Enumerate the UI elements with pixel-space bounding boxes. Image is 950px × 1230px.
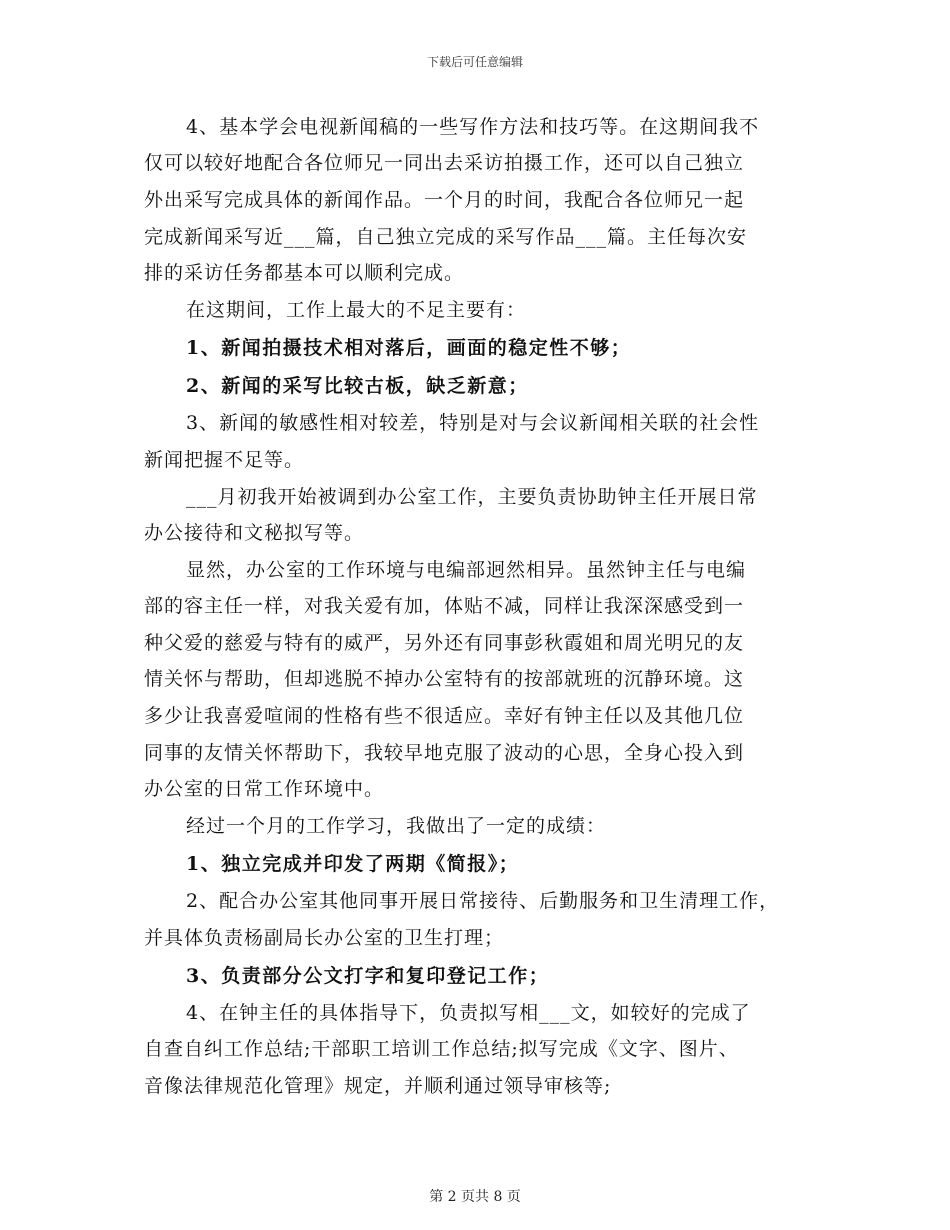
text-line: 多少让我喜爱喧闹的性格有些不很适应。幸好有钟主任以及其他几位 (144, 705, 745, 727)
text-line: 办公接待和文秘拟写等。 (144, 522, 365, 544)
text-line: 部的容主任一样，对我关爱有加，体贴不减，同样让我深深感受到一 (144, 595, 745, 617)
text-line-bold: 3、负责部分公文打字和复印登记工作； (186, 965, 550, 987)
text-line: 仅可以较好地配合各位师兄一同出去采访拍摄工作，还可以自己独立 (144, 152, 745, 174)
text-line: 外出采写完成具体的新闻作品。一个月的时间，我配合各位师兄一起 (144, 189, 745, 211)
text-line: 音像法律规范化管理》规定，并顺利通过领导审核等; (144, 1075, 612, 1097)
page-footer: 第 2 页共 8 页 (429, 1189, 521, 1205)
text-line: 办公室的日常工作环境中。 (144, 778, 385, 800)
text-line: 新闻把握不足等。 (144, 449, 305, 471)
text-line: 情关怀与帮助，但却逃脱不掉办公室特有的按部就班的沉静环境。这 (144, 668, 745, 690)
text-line-bold: 1、独立完成并印发了两期《简报》； (186, 853, 520, 875)
text-line: 4、在钟主任的具体指导下，负责拟写相___文，如较好的完成了 (186, 1002, 751, 1024)
text-line: 显然，办公室的工作环境与电编部迥然相异。虽然钟主任与电编 (186, 559, 747, 581)
page-header: 下载后可任意编辑 (426, 55, 523, 69)
text-line: 并具体负责杨副局长办公室的卫生打理； (144, 927, 505, 949)
text-line-bold: 1、新闻拍摄技术相对落后，画面的稳定性不够； (186, 337, 632, 359)
text-line: 2、配合办公室其他同事开展日常接待、后勤服务和卫生清理工作， (186, 890, 780, 912)
text-line: ___月初我开始被调到办公室工作，主要负责协助钟主任开展日常 (186, 486, 758, 508)
text-line: 完成新闻采写近___篇，自己独立完成的采写作品___篇。主任每次安 (144, 226, 748, 248)
text-line: 在这期间，工作上最大的不足主要有： (186, 299, 527, 321)
text-line: 3、新闻的敏感性相对较差，特别是对与会议新闻相关联的社会性 (186, 412, 760, 434)
text-line: 4、基本学会电视新闻稿的一些写作方法和技巧等。在这期间我不 (186, 116, 760, 138)
text-line: 同事的友情关怀帮助下，我较早地克服了波动的心思，全身心投入到 (144, 742, 745, 764)
text-line: 自查自纠工作总结;干部职工培训工作总结;拟写完成《文字、图片、 (144, 1038, 739, 1060)
text-line: 种父爱的慈爱与特有的威严，另外还有同事彭秋霞姐和周光明兄的友 (144, 632, 745, 654)
text-line: 经过一个月的工作学习，我做出了一定的成绩： (186, 815, 607, 837)
text-line-bold: 2、新闻的采写比较古板，缺乏新意； (186, 375, 529, 397)
text-line: 排的采访任务都基本可以顺利完成。 (144, 262, 465, 284)
